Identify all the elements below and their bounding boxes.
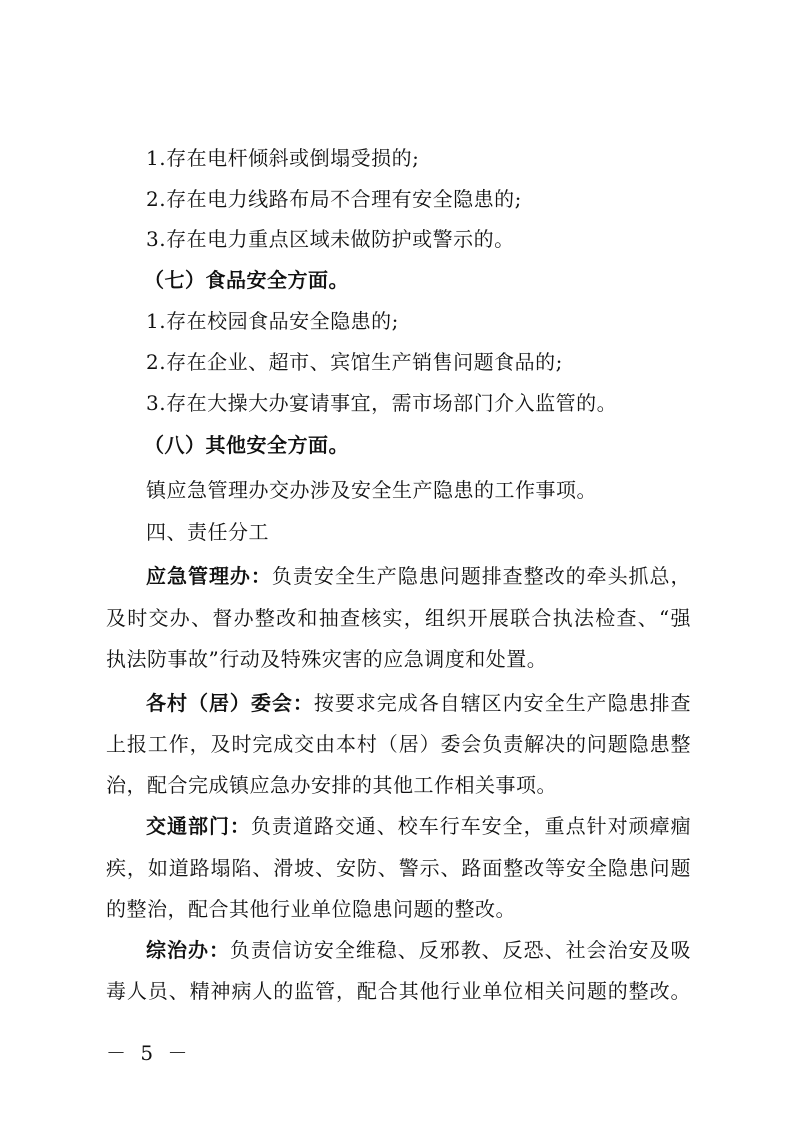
section-title: 四、责任分工 — [146, 520, 269, 544]
power-item-1: 1.存在电杆倾斜或倒塌受损的; — [146, 146, 420, 170]
duty-text: 负责道路交通、校车行车安全，重点针对顽瘴痼 — [250, 814, 692, 838]
duty-emergency-line-3: 执法防事故”行动及特殊灾害的应急调度和处置。 — [106, 647, 548, 671]
duty-label: 应急管理办： — [146, 564, 272, 588]
duty-emergency-first-line — [146, 563, 691, 589]
duty-traffic-first-line — [146, 813, 691, 839]
duty-traffic-line-2: 疾，如道路塌陷、滑坡、安防、警示、路面整改等安全隐患问题 — [106, 856, 691, 880]
food-item-3: 3.存在大操大办宴请事宜，需市场部门介入监管的。 — [146, 391, 618, 415]
heading-food-safety: （七）食品安全方面。 — [144, 268, 349, 292]
duty-governance-line-2: 毒人员、精神病人的监管，配合其他行业单位相关问题的整改。 — [106, 979, 691, 1003]
food-item-2: 2.存在企业、超市、宾馆生产销售问题食品的; — [146, 350, 563, 374]
duty-village-line-2: 上报工作，及时完成交由本村（居）委会负责解决的问题隐患整 — [106, 732, 691, 756]
duty-text: 负责信访安全维稳、反邪教、反恐、社会治安及吸 — [229, 938, 692, 962]
duty-emergency-line-2: 及时交办、督办整改和抽查核实，组织开展联合执法检查、“强 — [106, 606, 691, 630]
duty-text: 按要求完成各自辖区内安全生产隐患排查 — [313, 691, 692, 715]
power-item-3: 3.存在电力重点区域未做防护或警示的。 — [146, 227, 515, 251]
power-item-2: 2.存在电力线路布局不合理有安全隐患的; — [146, 187, 522, 211]
duty-label: 交通部门： — [146, 814, 251, 838]
duty-text: 负责安全生产隐患问题排查整改的牵头抓总， — [271, 564, 692, 588]
duty-village-line-3: 治，配合完成镇应急办安排的其他工作相关事项。 — [106, 773, 557, 797]
duty-label: 综治办： — [146, 938, 230, 962]
other-safety-text: 镇应急管理办交办涉及安全生产隐患的工作事项。 — [146, 478, 597, 502]
duty-traffic-line-3: 的整治，配合其他行业单位隐患问题的整改。 — [106, 897, 516, 921]
food-item-1: 1.存在校园食品安全隐患的; — [146, 309, 399, 333]
page-number: － 5 － — [106, 1041, 192, 1065]
duty-village-first-line — [146, 690, 691, 716]
duty-label: 各村（居）委会： — [146, 691, 314, 715]
heading-other-safety: （八）其他安全方面。 — [144, 433, 349, 457]
duty-governance-first-line — [146, 937, 691, 963]
